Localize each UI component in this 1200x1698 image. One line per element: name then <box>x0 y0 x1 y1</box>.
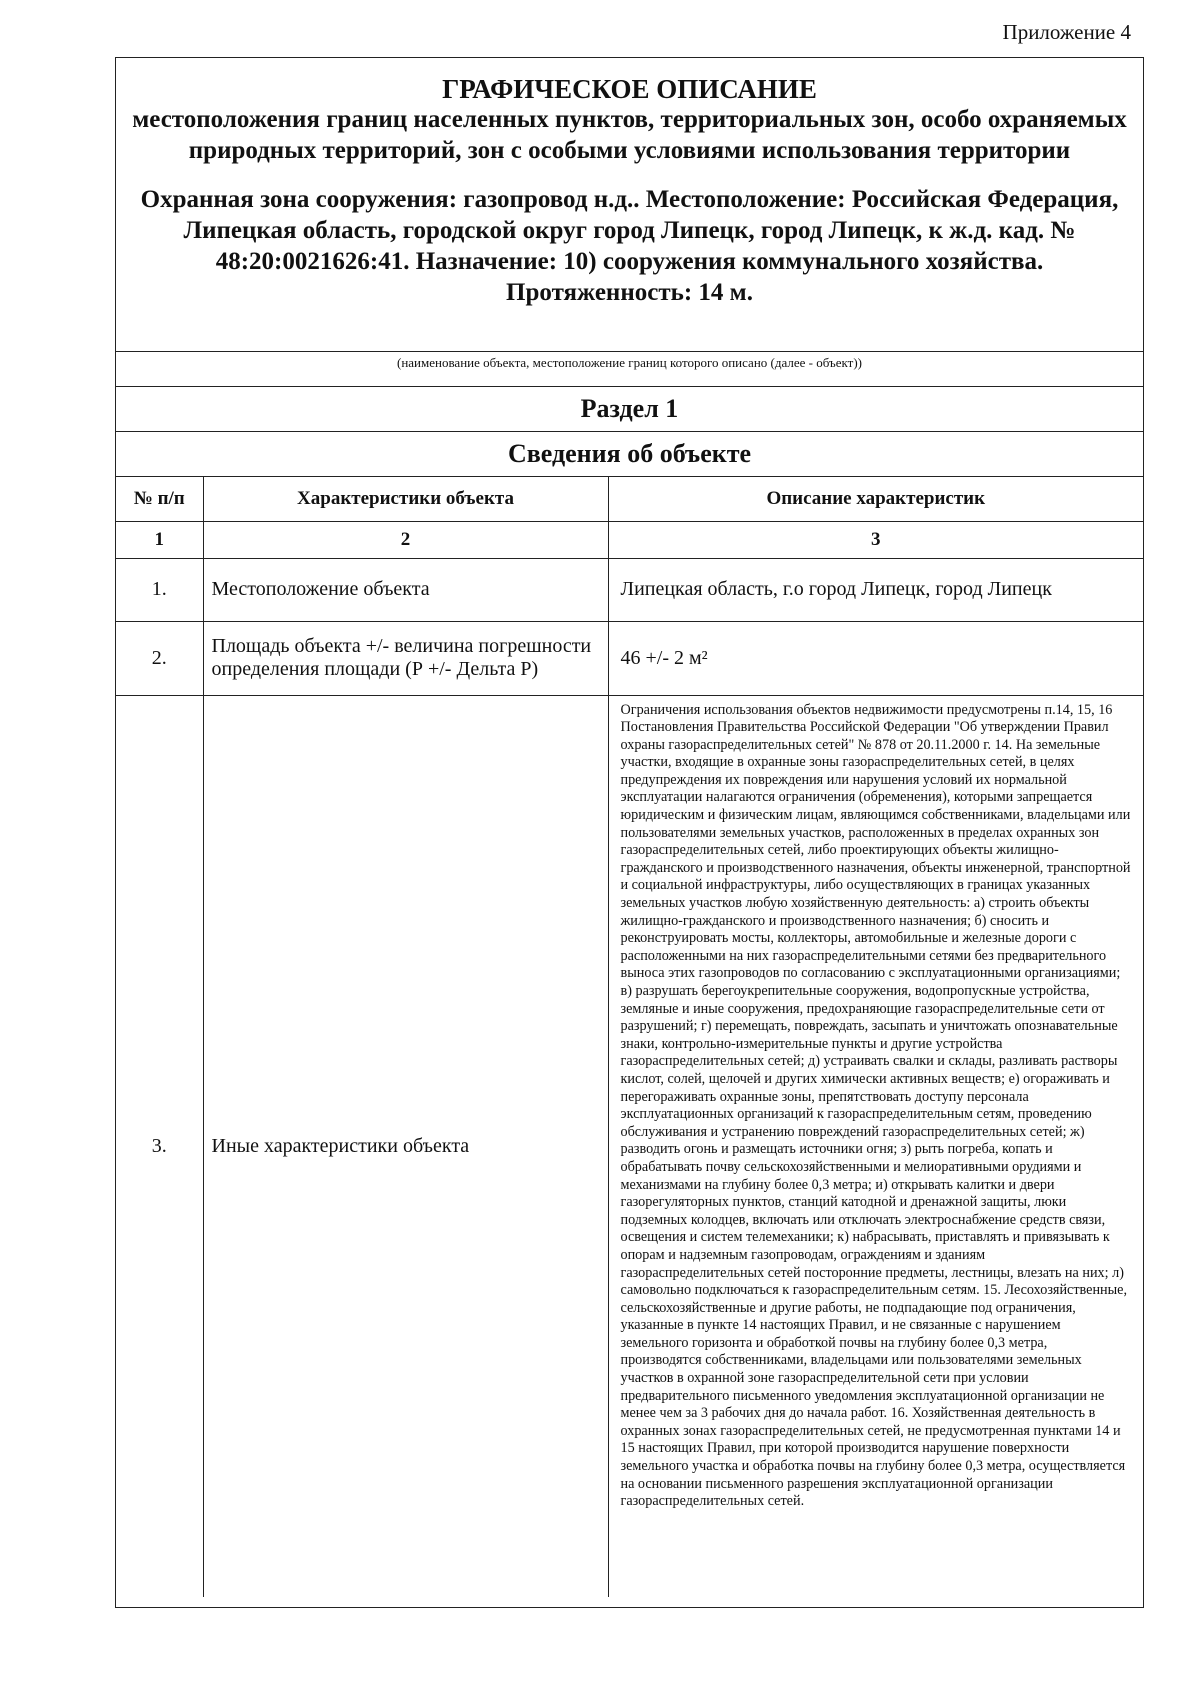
column-number: 2 <box>203 521 608 558</box>
row-description: Липецкая область, г.о город Липецк, город Липецк <box>608 558 1143 621</box>
row-description: 46 +/- 2 м² <box>608 621 1143 695</box>
appendix-label: Приложение 4 <box>1002 20 1131 44</box>
row-characteristic: Иные характеристики объекта <box>203 695 608 1597</box>
column-number: 3 <box>608 521 1143 558</box>
document-header <box>116 58 1143 352</box>
column-header: № п/п <box>116 477 203 521</box>
row-number: 3. <box>116 695 203 1597</box>
document-frame <box>115 57 1144 1608</box>
table-row <box>116 558 1143 621</box>
row-number: 1. <box>116 558 203 621</box>
section-number: Раздел 1 <box>116 387 1143 432</box>
table-row <box>116 695 1143 1597</box>
column-header: Описание характеристик <box>608 477 1143 521</box>
row-characteristic: Местоположение объекта <box>203 558 608 621</box>
row-characteristic: Площадь объекта +/- величина погрешности определения площади (Р +/- Дельта Р) <box>203 621 608 695</box>
column-number: 1 <box>116 521 203 558</box>
object-info-table <box>116 477 1143 1597</box>
table-header-row <box>116 477 1143 521</box>
row-description: Ограничения использования объектов недвижимости предусмотрены п.14, 15, 16 Постановления Правительства Российской Федерации "Об утверждении Правил охраны газораспределительных сетей" № 878 от 20.11.2000 г. 14. На земельные участки, входящие в охранные зоны газораспределительных сетей, в целях предупреждения их повреждения или нарушения условий их нормальной эксплуатации налагаются ограничения (обременения), которыми запрещается юридическим и физическим лицам, являющимся собственниками, владельцами или пользователями земельных участков, расположенных в пределах охранных зон газораспределительных сетей, либо проектирующих объекты жилищно-гражданского и производственного назначения, объекты инженерной, транспортной и социальной инфраструктуры, либо осуществляющих в границах указанных земельных участков любую хозяйственную деятельность: а) строить объекты жилищно-гражданского и производственного назначения; б) сносить и реконструировать мосты, коллекторы, автомобильные и железные дороги с расположенными на них газораспределительными сетями без предварительного выноса этих газопроводов по согласованию с эксплуатационными организациями; в) разрушать берегоукрепительные сооружения, водопропускные устройства, земляные и иные сооружения, предохраняющие газораспределительные сети от разрушений; г) перемещать, повреждать, засыпать и уничтожать опознавательные знаки, контрольно-измерительные пункты и другие устройства газораспределительных сетей; д) устраивать свалки и склады, разливать растворы кислот, солей, щелочей и других химически активных веществ; е) огораживать и перегораживать охранные зоны, препятствовать доступу персонала эксплуатационных организаций к газораспределительным сетям, проведению обслуживания и устранению повреждений газораспределительных сетей; ж) разводить огонь и размещать источники огня; з) рыть погреба, копать и обрабатывать почву сельскохозяйственными и мелиоративными орудиями и механизмами на глубину более 0,3 метра; и) открывать калитки и двери газорегуляторных пунктов, станций катодной и дренажной защиты, люки подземных колодцев, включать или отключать электроснабжение средств связи, освещения и систем телемеханики; к) набрасывать, приставлять и привязывать к опорам и надземным газопроводам, ограждениям и зданиям газораспределительных сетей посторонние предметы, лестницы, влезать на них; л) самовольно подключаться к газораспределительным сетям. 15. Лесохозяйственные, сельскохозяйственные и другие работы, не подпадающие под ограничения, указанные в пункте 14 настоящих Правил, и не связанные с нарушением земельного горизонта и обработкой почвы на глубину более 0,3 метра, производятся собственниками, владельцами или пользователями земельных участков в охранной зоне газораспределительной сети при условии предварительного письменного уведомления эксплуатационной организации не менее чем за 3 рабочих дня до начала работ. 16. Хозяйственная деятельность в охранных зонах газораспределительных сетей, не предусмотренная пунктами 14 и 15 настоящих Правил, при которой производится нарушение поверхности земельного участка и обработка почвы на глубину более 0,3 метра, осуществляется на основании письменного разрешения эксплуатационной организации газораспределительных сетей. <box>608 695 1143 1597</box>
column-number-row <box>116 521 1143 558</box>
column-header: Характеристики объекта <box>203 477 608 521</box>
object-caption: (наименование объекта, местоположение границ которого описано (далее - объект)) <box>116 352 1143 387</box>
document-subtitle: местоположения границ населенных пунктов, территориальных зон, особо охраняемых природных территорий, зон с особыми условиями использования территории <box>132 106 1127 164</box>
table-row <box>116 621 1143 695</box>
section-title: Сведения об объекте <box>116 432 1143 477</box>
document-title: ГРАФИЧЕСКОЕ ОПИСАНИЕ <box>442 74 817 104</box>
object-name: Охранная зона сооружения: газопровод н.д.. Местоположение: Российская Федерация, Липецкая область, городской округ город Липецк, город Липецк, к ж.д. кад. № 48:20:0021626:41. Назначение: 10) сооружения коммунального хозяйства. Протяженность: 14 м. <box>140 186 1119 306</box>
row-number: 2. <box>116 621 203 695</box>
